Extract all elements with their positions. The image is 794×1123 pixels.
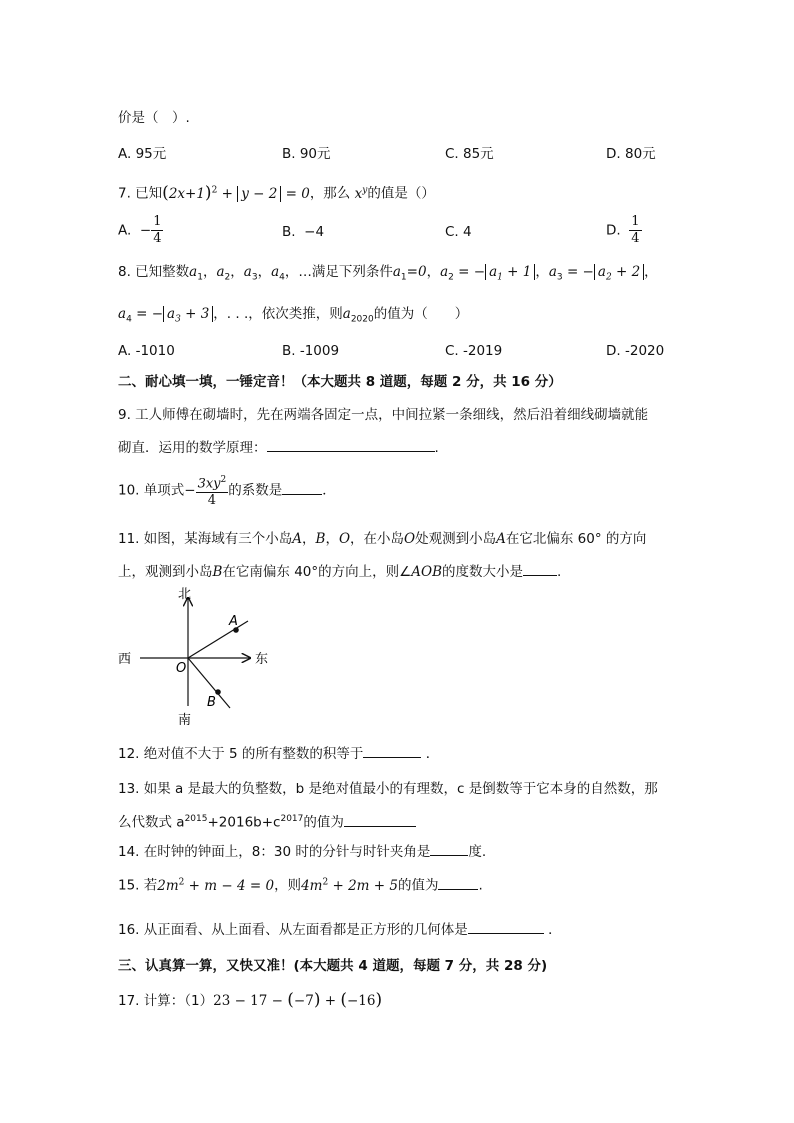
section-2-title: 二、耐心填一填，一锤定音！（本大题共 8 道题，每题 2 分，共 16 分） xyxy=(118,374,562,390)
q8-option-c: C. -2019 xyxy=(445,343,503,359)
q17-stem: 17. 计算：（1）23 − 17 − (−7) + (−16) xyxy=(118,990,383,1010)
q7-option-d: D. $\frac{1}{4}$ xyxy=(606,214,640,246)
q7-option-c: C. 4 xyxy=(445,224,472,240)
q6-option-b: B. 90元 xyxy=(282,146,331,162)
q11-line1: 11. 如图，某海域有三个小岛A，B，O，在小岛O处观测到小岛A在它北偏东 60° 的方向 xyxy=(118,531,647,547)
q6-option-a: A. 95元 xyxy=(118,146,167,162)
q11-answer-blank[interactable] xyxy=(523,561,557,576)
q14-stem: 14. 在时钟的钟面上，8：30 时的分针与时针夹角是 度. xyxy=(118,841,486,862)
ray-oa xyxy=(188,621,248,658)
point-b xyxy=(215,689,221,695)
q9-answer-blank[interactable] xyxy=(267,437,435,452)
q10-answer-blank[interactable] xyxy=(282,480,322,495)
q8-stem-line1: 8. 已知整数$a_1$，$a_2$，$a_3$，$a_4$，…满足下列条件$a_1=0$，$a_2$ = − $a_1 + 1$ ，$a_3$ = − $a_2 + 2$ ， xyxy=(118,264,658,283)
q8-stem-line2: $a_4$ = − $a_3 + 3$ ，. . .，依次类推，则$a_{2020}$的值为（ ） xyxy=(118,306,469,325)
b-label: B xyxy=(207,695,216,710)
q7-option-b: B. −4 xyxy=(282,224,325,240)
q12-answer-blank[interactable] xyxy=(363,743,421,758)
o-label: O xyxy=(176,661,187,676)
q8-option-a: A. -1010 xyxy=(118,343,175,359)
q8-option-b: B. -1009 xyxy=(282,343,340,359)
q6-option-c: C. 85元 xyxy=(445,146,494,162)
q15-answer-blank[interactable] xyxy=(438,875,478,890)
q6-option-d: D. 80元 xyxy=(606,146,656,162)
west-label: 西 xyxy=(118,652,132,667)
q8-option-d: D. -2020 xyxy=(606,343,665,359)
q12-stem: 12. 绝对值不大于 5 的所有整数的积等于 ． xyxy=(118,743,439,764)
compass-figure xyxy=(110,584,290,729)
q13-line1: 13. 如果 a 是最大的负整数，b 是绝对值最小的有理数，c 是倒数等于它本身的自然数，那 xyxy=(118,781,658,797)
q6-tail: 价是（ ）. xyxy=(118,110,190,126)
q16-stem: 16. 从正面看、从上面看、从左面看都是正方形的几何体是 ． xyxy=(118,919,562,940)
q7-option-a: A. − $\frac{1}{4}$ xyxy=(118,214,162,246)
q13-line2: 么代数式 $a^{2015}+2016b+c^{2017}$的值为 xyxy=(118,809,416,833)
q9-line1: 9. 工人师傅在砌墙时，先在两端各固定一点，中间拉紧一条细线，然后沿着细线砌墙就能 xyxy=(118,407,649,423)
q16-answer-blank[interactable] xyxy=(468,919,544,934)
q14-answer-blank[interactable] xyxy=(430,841,468,856)
q13-answer-blank[interactable] xyxy=(344,812,416,827)
q9-line2: 砌直．运用的数学原理： . xyxy=(118,437,439,458)
east-label: 东 xyxy=(255,652,269,667)
south-label: 南 xyxy=(178,713,192,728)
q10-stem: 10. 单项式− $\frac{3xy^2}{4}$ 的系数是 ． xyxy=(118,472,336,509)
a-label: A xyxy=(229,614,238,629)
north-label: 北 xyxy=(178,587,192,602)
section-3-title: 三、认真算一算，又快又准！(本大题共 4 道题，每题 7 分，共 28 分) xyxy=(118,958,548,974)
q15-stem: 15. 若$2m^2 + m - 4 = 0$，则$4m^2 + 2m + 5$的值为 . xyxy=(118,872,483,896)
q11-line2: 上，观测到小岛B在它南偏东 40°的方向上，则∠AOB的度数大小是 . xyxy=(118,561,561,582)
q7-stem: 7. 已知$(2x+1)^2 + y - 2 = 0$，那么 $x^y$的值是（） xyxy=(118,182,435,203)
